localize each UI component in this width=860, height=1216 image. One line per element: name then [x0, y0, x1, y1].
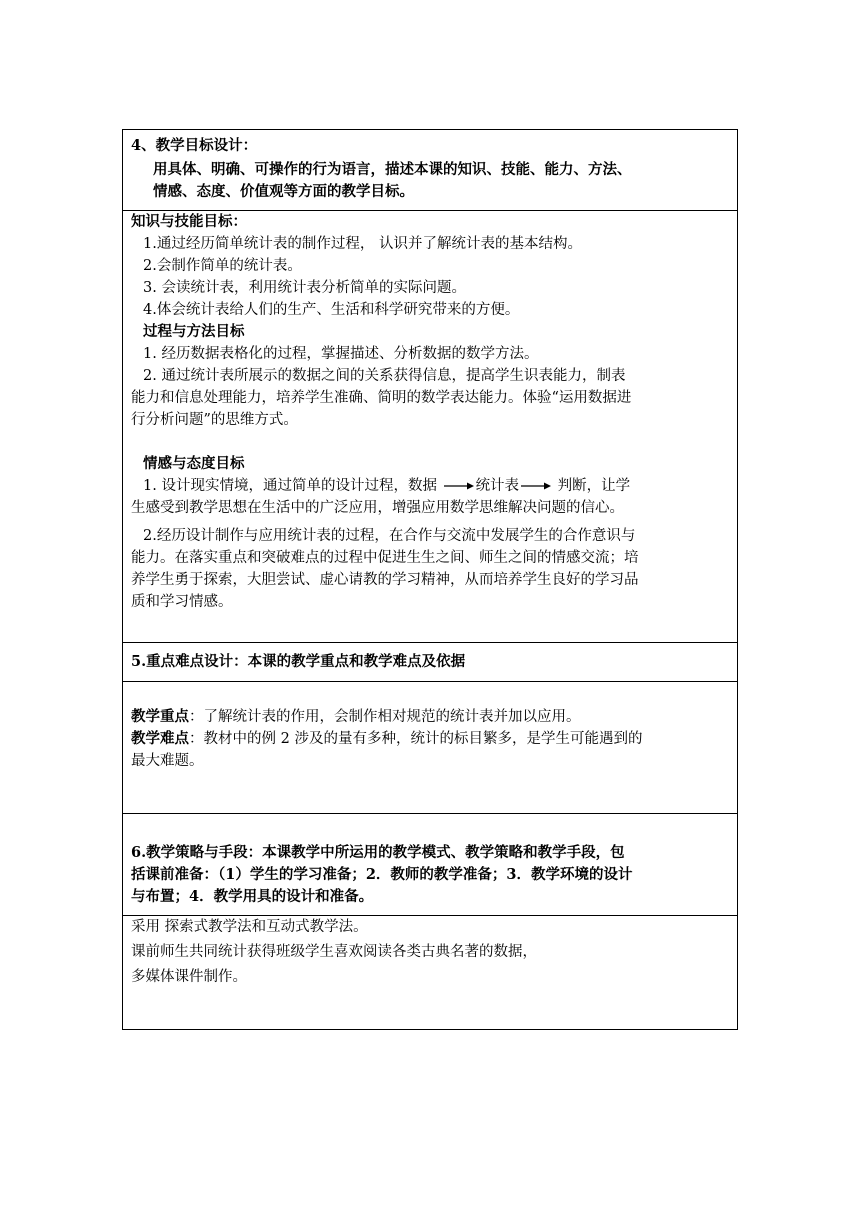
process-goal-title: 过程与方法目标	[143, 323, 245, 340]
key-point-label: 教学重点	[131, 708, 189, 725]
knowledge-goal-4: 4.体会统计表给人们的生产、生活和科学研究带来的方便。	[143, 302, 520, 318]
emotion-goal-1-line1	[131, 475, 729, 497]
emotion-goal-1-mid: 统计表	[475, 478, 520, 494]
emotion-goal-1-pre: 1. 设计现实情境，通过简单的设计过程，数据	[143, 478, 442, 494]
knowledge-goal-title: 知识与技能目标：	[131, 213, 247, 230]
section6-header-cell	[123, 813, 737, 915]
emotion-goal-1-line2: 生感受到教学思想在生活中的广泛应用，增强应用数学思维解决问题的信心。	[131, 500, 624, 516]
knowledge-goal-1: 1.通过经历简单统计表的制作过程， 认识并了解统计表的基本结构。	[143, 236, 582, 252]
strategy-line1: 采用 探索式教学法和互动式教学法。	[131, 919, 368, 935]
emotion-goal-title: 情感与态度目标	[143, 455, 245, 472]
arrow-right-icon	[444, 481, 474, 491]
difficulty-line2: 最大难题。	[131, 753, 204, 769]
process-goal-2-line1: 2. 通过统计表所展示的数据之间的关系获得信息，提高学生识表能力，制表	[143, 368, 626, 384]
emotion-goal-1-post: 判断，让学	[553, 478, 631, 494]
section6-title-line3: 与布置；4．教学用具的设计和准备。	[131, 888, 374, 905]
strategy-line3: 多媒体课件制作。	[131, 969, 247, 985]
knowledge-goal-2: 2.会制作简单的统计表。	[143, 258, 302, 274]
knowledge-goal-3: 3. 会读统计表，利用统计表分析简单的实际问题。	[143, 280, 466, 296]
section5-title: 5.重点难点设计：本课的教学重点和教学难点及依据	[131, 653, 466, 670]
process-goal-2-line3: 行分析问题”的思维方式。	[131, 412, 298, 428]
section6-content-cell	[123, 915, 737, 1029]
section5-header-cell	[123, 642, 737, 681]
section4-desc-line1: 用具体、明确、可操作的行为语言，描述本课的知识、技能、能力、方法、	[153, 161, 632, 178]
lesson-plan-table	[122, 129, 738, 1030]
key-point-line	[131, 706, 729, 728]
difficulty-line	[131, 728, 729, 750]
section4-desc-line2: 情感、态度、价值观等方面的教学目标。	[153, 183, 414, 200]
difficulty-text: ：教材中的例 2 涉及的量有多种，统计的标目繁多，是学生可能遇到的	[189, 731, 643, 747]
section4-title: 4、教学目标设计：	[131, 137, 258, 154]
emotion-goal-2-line1: 2.经历设计制作与应用统计表的过程，在合作与交流中发展学生的合作意识与	[143, 528, 636, 544]
process-goal-2-line2: 能力和信息处理能力，培养学生准确、简明的数学表达能力。体验“运用数据进	[131, 390, 632, 406]
strategy-line2: 课前师生共同统计获得班级学生喜欢阅读各类古典名著的数据，	[131, 944, 537, 960]
section6-title-line2: 括课前准备：（1）学生的学习准备；2．教师的教学准备；3．教学环境的设计	[131, 866, 633, 883]
blank-line	[131, 431, 729, 453]
key-point-text: ：了解统计表的作用，会制作相对规范的统计表并加以应用。	[189, 709, 581, 725]
section6-title-line1: 6.教学策略与手段：本课教学中所运用的教学模式、教学策略和教学手段，包	[131, 844, 625, 861]
emotion-goal-2-line2: 能力。在落实重点和突破难点的过程中促进生生之间、师生之间的情感交流；培	[131, 550, 639, 566]
emotion-goal-2-line4: 质和学习情感。	[131, 594, 233, 610]
emotion-goal-2-line3: 养学生勇于探索，大胆尝试、虚心请教的学习精神，从而培养学生良好的学习品	[131, 572, 639, 588]
difficulty-label: 教学难点	[131, 730, 189, 747]
arrow-right-icon	[521, 481, 551, 491]
section5-content-cell	[123, 681, 737, 813]
goals-cell	[123, 210, 737, 642]
process-goal-1: 1. 经历数据表格化的过程，掌握描述、分析数据的数学方法。	[143, 346, 539, 362]
section4-header-cell	[123, 130, 737, 210]
